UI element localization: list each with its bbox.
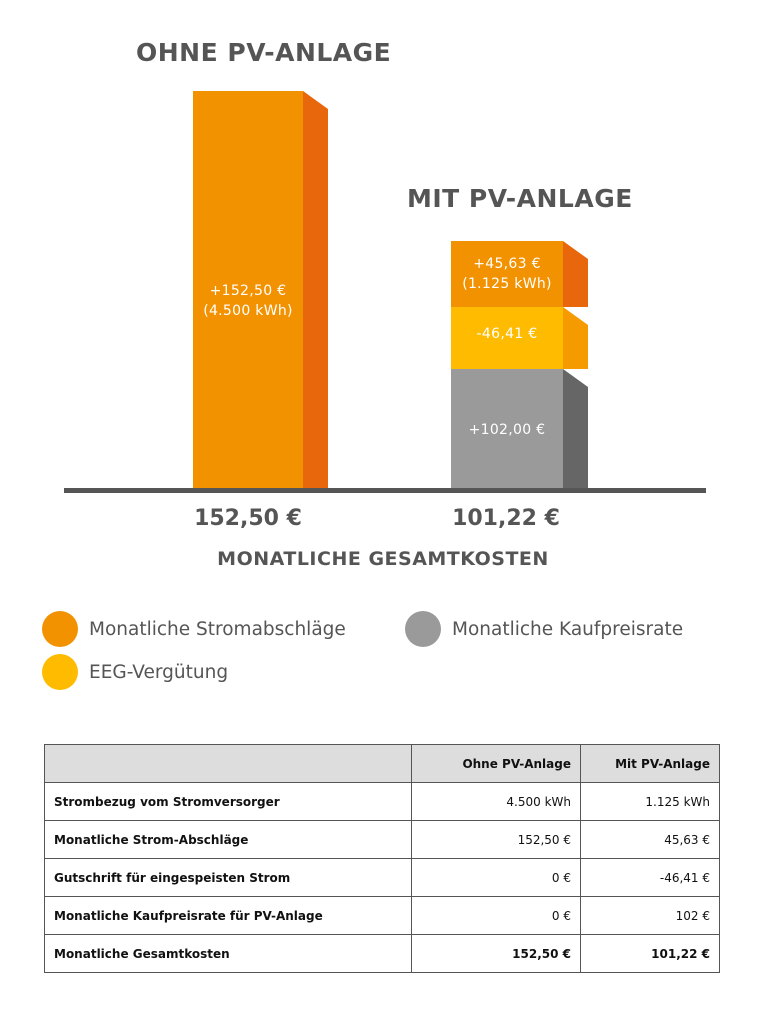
- data-label-value: +152,50 €: [209, 283, 287, 299]
- cell-ohne: 152,50 €: [412, 935, 581, 973]
- legend-label: Monatliche Kaufpreisrate: [452, 618, 684, 640]
- legend-label: EEG-Vergütung: [89, 661, 229, 683]
- legend-swatch-orange: [42, 611, 78, 647]
- total-ohne-pv: 152,50 €: [194, 506, 302, 531]
- cell-ohne: 152,50 €: [412, 821, 581, 859]
- cell-mit: 1.125 kWh: [581, 783, 720, 821]
- cell-ohne: 0 €: [412, 859, 581, 897]
- cost-comparison-table: [44, 744, 720, 973]
- cell-ohne: 4.500 kWh: [412, 783, 581, 821]
- row-label: Monatliche Gesamtkosten: [45, 935, 412, 973]
- bar-stromabschlaege-mit-side: [563, 241, 588, 307]
- row-label: Monatliche Kaufpreisrate für PV-Anlage: [45, 897, 412, 935]
- x-axis-line: [64, 488, 706, 493]
- bar-title-ohne-pv: OHNE PV-ANLAGE: [136, 38, 392, 67]
- table-row: [45, 897, 720, 935]
- table-header-mit: Mit PV-Anlage: [581, 745, 720, 783]
- data-label-value: +45,63 €: [473, 256, 541, 272]
- legend-item-eeg: [42, 654, 228, 690]
- table-header-ohne: Ohne PV-Anlage: [412, 745, 581, 783]
- table-row: [45, 859, 720, 897]
- table-header-row: [45, 745, 720, 783]
- data-label-kwh: (4.500 kWh): [203, 303, 293, 319]
- legend-label: Monatliche Stromabschläge: [89, 618, 346, 640]
- data-label-stromabschlaege-mit: [451, 254, 563, 294]
- bar-kaufpreisrate-mit-side: [563, 369, 588, 489]
- row-label: Gutschrift für eingespeisten Strom: [45, 859, 412, 897]
- x-axis-title: MONATLICHE GESAMTKOSTEN: [217, 548, 549, 570]
- table-row: [45, 821, 720, 859]
- row-label: Monatliche Strom-Abschläge: [45, 821, 412, 859]
- table-row: [45, 783, 720, 821]
- bar-title-mit-pv: MIT PV-ANLAGE: [407, 184, 633, 213]
- legend-swatch-yellow: [42, 654, 78, 690]
- cell-mit: 45,63 €: [581, 821, 720, 859]
- legend-item-kaufpreisrate: [405, 611, 683, 647]
- table-header-blank: [45, 745, 412, 783]
- cell-mit: 102 €: [581, 897, 720, 935]
- data-label-kaufpreisrate-mit: +102,00 €: [468, 422, 546, 438]
- cell-mit: -46,41 €: [581, 859, 720, 897]
- data-label-kwh: (1.125 kWh): [462, 276, 552, 292]
- bar-eeg-mit-side: [563, 307, 588, 369]
- table-row-total: [45, 935, 720, 973]
- total-mit-pv: 101,22 €: [452, 506, 560, 531]
- legend-item-stromabschlaege: [42, 611, 346, 647]
- cell-ohne: 0 €: [412, 897, 581, 935]
- data-label-eeg-mit: -46,41 €: [476, 326, 538, 342]
- cell-mit: 101,22 €: [581, 935, 720, 973]
- data-label-stromabschlaege-ohne: [193, 281, 303, 321]
- bar-stromabschlaege-ohne-side: [303, 91, 328, 489]
- row-label: Strombezug vom Stromversorger: [45, 783, 412, 821]
- legend-swatch-gray: [405, 611, 441, 647]
